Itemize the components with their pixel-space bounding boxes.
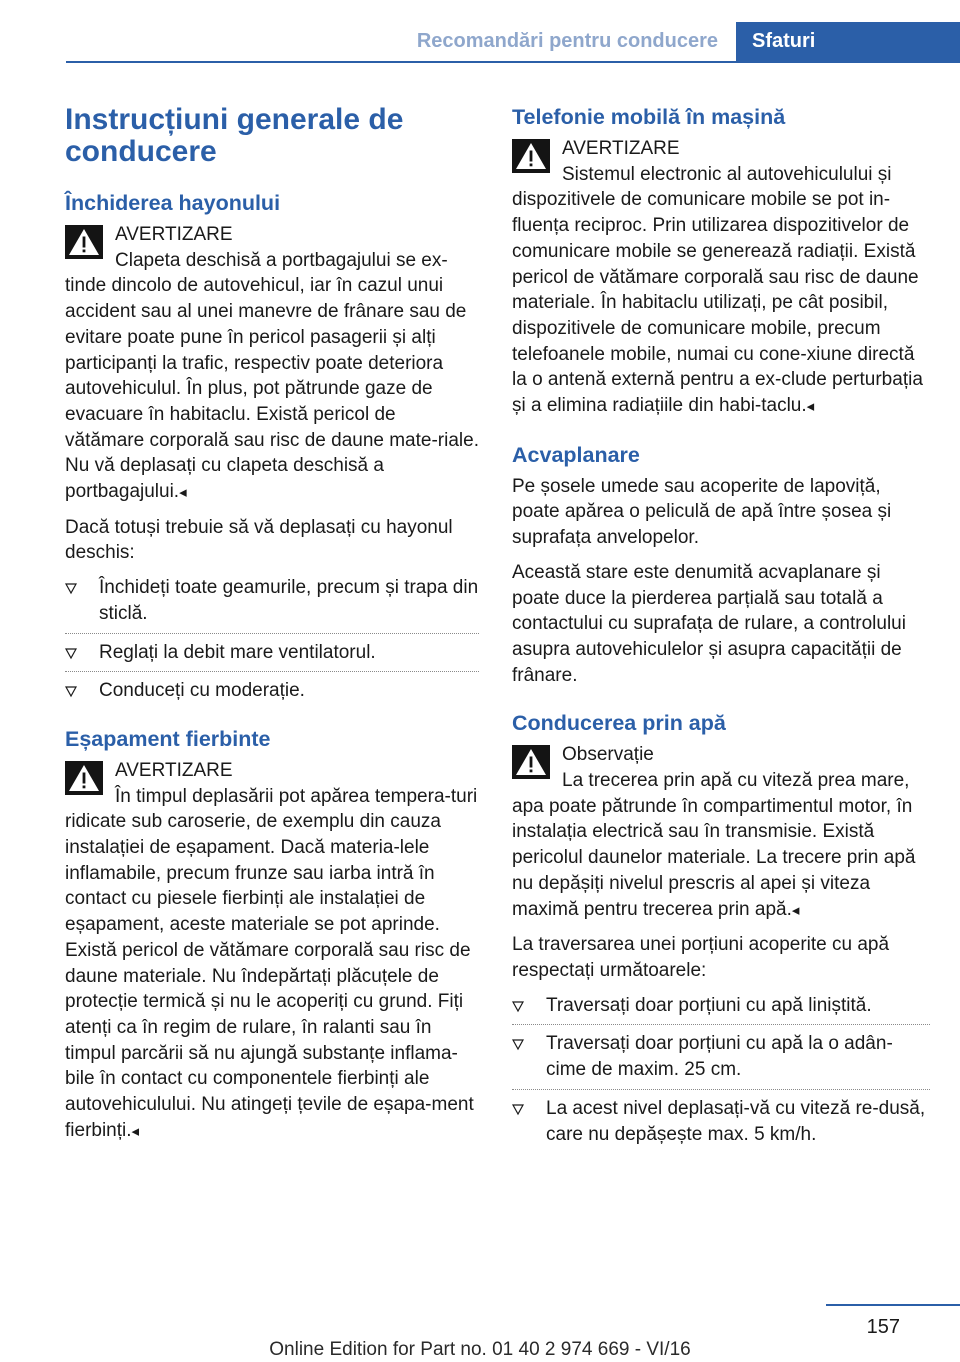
warning-triangle-icon: [65, 761, 103, 795]
section-heading-conducerea-prin-apa: Conducerea prin apă: [512, 711, 726, 736]
list-item-text: Conduceți cu moderație.: [99, 680, 305, 702]
triangle-bullet-icon: [65, 648, 77, 660]
list-item: [65, 671, 479, 704]
warning-text: În timpul deplasării pot apărea tempera‐turi ridicate sub caroserie, de exemplu din cauza instalației de eșapament. Dacă materia‐lele inflamabile, precum frunze sau iarba intră în contact cu piesele fierbinți ale instalației de eșapament, aceste materiale se pot aprinde. Există pericol de vătămare corporală sau risc de daune materiale. Nu îndepărtați plăcuțele de protecție termică și nu le acoperiți cu grund. Fiți atenți ca în regim de rulare, în ralanti sau în timpul parcării să nu ajungă substanțe inflama‐bile în contact cu componentele fierbinți ale autovehiculului. Nu atingeți țevile de eșapa‐ment fierbinți.: [65, 785, 478, 1141]
note-title: Observație: [562, 744, 654, 766]
end-mark: ◂: [131, 1122, 140, 1140]
triangle-bullet-icon: [512, 1001, 524, 1013]
paragraph: Dacă totuși trebuie să vă deplasați cu hayonul deschis:: [65, 516, 453, 564]
triangle-bullet-icon: [512, 1039, 524, 1051]
warning-block-telefonie: [512, 136, 930, 420]
section-heading-esapament: Eșapament fierbinte: [65, 726, 271, 751]
left-column: [65, 100, 479, 1145]
paragraph: La traversarea unei porțiuni acoperite cu apă respectați următoarele:: [512, 934, 890, 981]
triangle-bullet-icon: [512, 1104, 524, 1116]
list-item-text: Traversați doar porțiuni cu apă liniștită.: [546, 994, 872, 1016]
list-item: [512, 993, 930, 1019]
section-heading-acvaplanare: Acvaplanare: [512, 442, 640, 467]
warning-title: AVERTIZARE: [115, 224, 233, 245]
section-heading-hayon: Închiderea hayonului: [65, 191, 281, 215]
list-item: [65, 633, 479, 666]
list-item-text: La acest nivel deplasați-vă cu viteză re‐dusă, care nu depășește max. 5 km/h.: [546, 1097, 926, 1145]
end-mark: ◂: [791, 901, 800, 919]
note-block-apa: [512, 742, 930, 923]
list-item: [512, 1089, 930, 1147]
warning-title: AVERTIZARE: [115, 759, 233, 781]
warning-triangle-icon: [512, 745, 550, 779]
triangle-bullet-icon: [65, 583, 77, 595]
list-item-text: Închideți toate geamurile, precum și trapa din sticlă.: [99, 577, 479, 624]
warning-block-hayon: [65, 222, 479, 506]
warning-title: AVERTIZARE: [562, 138, 680, 159]
triangle-bullet-icon: [65, 686, 77, 698]
warning-block-esapament: [65, 758, 479, 1145]
footer-rule: [826, 1304, 960, 1306]
list-item: [512, 1024, 930, 1082]
list-item-text: Reglați la debit mare ventilatorul.: [99, 641, 376, 663]
bullet-list-hayon: [65, 575, 479, 704]
running-header-chapter-tab: Sfaturi: [736, 22, 960, 61]
header-rule: [66, 61, 960, 63]
end-mark: ◂: [806, 398, 815, 416]
section-heading-telefonie: Telefonie mobilă în mașină: [512, 105, 786, 129]
warning-text: Clapeta deschisă a portbagajului se ex‐tinde dincolo de autovehicul, iar în cazul unui accident sau al unei manevre de frânare sau de evitare poate pune în pericol pasagerii și alți participanți la trafic, respectiv poate deteriora autovehiculul. În plus, pot pătrunde gaze de evacuare în habitaclu. Există pericol de vătămare corporală sau risc de daune mate‐riale. Nu vă deplasați cu clapeta deschisă a portbagajului.: [65, 249, 479, 503]
paragraph: Această stare este denumită acvaplanare și poate duce la pierderea parțială sau totală a contactului cu suprafața de rulare, a controlului asupra autovehiculelor și asupra capacității de frânare.: [512, 561, 906, 686]
bullet-list-apa: [512, 993, 930, 1148]
warning-triangle-icon: [512, 139, 550, 173]
note-text: La trecerea prin apă cu viteză prea mare, apa poate pătrunde în compartimentul motor, în instalația electrică sau în transmisie. Există pericolul daunelor materiale. La trecere prin apă nu depășiți nivelul prescris al apei și viteza maximă pentru trecerea prin apă.: [512, 770, 916, 920]
page-number: 157: [866, 1316, 900, 1338]
warning-text: Sistemul electronic al autovehiculului și dispozitivele de comunicare mobile se pot in‐fluența reciproc. Prin utilizarea dispozitivelor de comunicare mobile se generează radiații. Există pericol de vătămare corporală sau risc de daune materiale. În habitaclu utilizați, pe cât posibil, dispozitivele de comunicare mobile, precum telefoanele mobile, numai cu cone‐xiune directă la o antenă externă pentru a ex‐clude perturbația și a elimina radiațiile din habi‐taclu.: [512, 163, 923, 417]
list-item: [65, 575, 479, 626]
warning-triangle-icon: [65, 225, 103, 259]
page-title: Instrucțiuni generale de conducere: [65, 103, 404, 168]
list-item-text: Traversați doar porțiuni cu apă la o adân‐cime de maxim. 25 cm.: [546, 1033, 893, 1081]
right-column: [512, 100, 930, 1147]
end-mark: ◂: [179, 484, 187, 502]
paragraph: Pe șosele umede sau acoperite de lapoviță, poate apărea o peliculă de apă între șosea și suprafața anvelopelor.: [512, 475, 892, 549]
edition-line: Online Edition for Part no. 01 40 2 974 669 - VI/16: [269, 1339, 691, 1360]
running-header-section: Recomandări pentru conducere: [416, 30, 718, 52]
